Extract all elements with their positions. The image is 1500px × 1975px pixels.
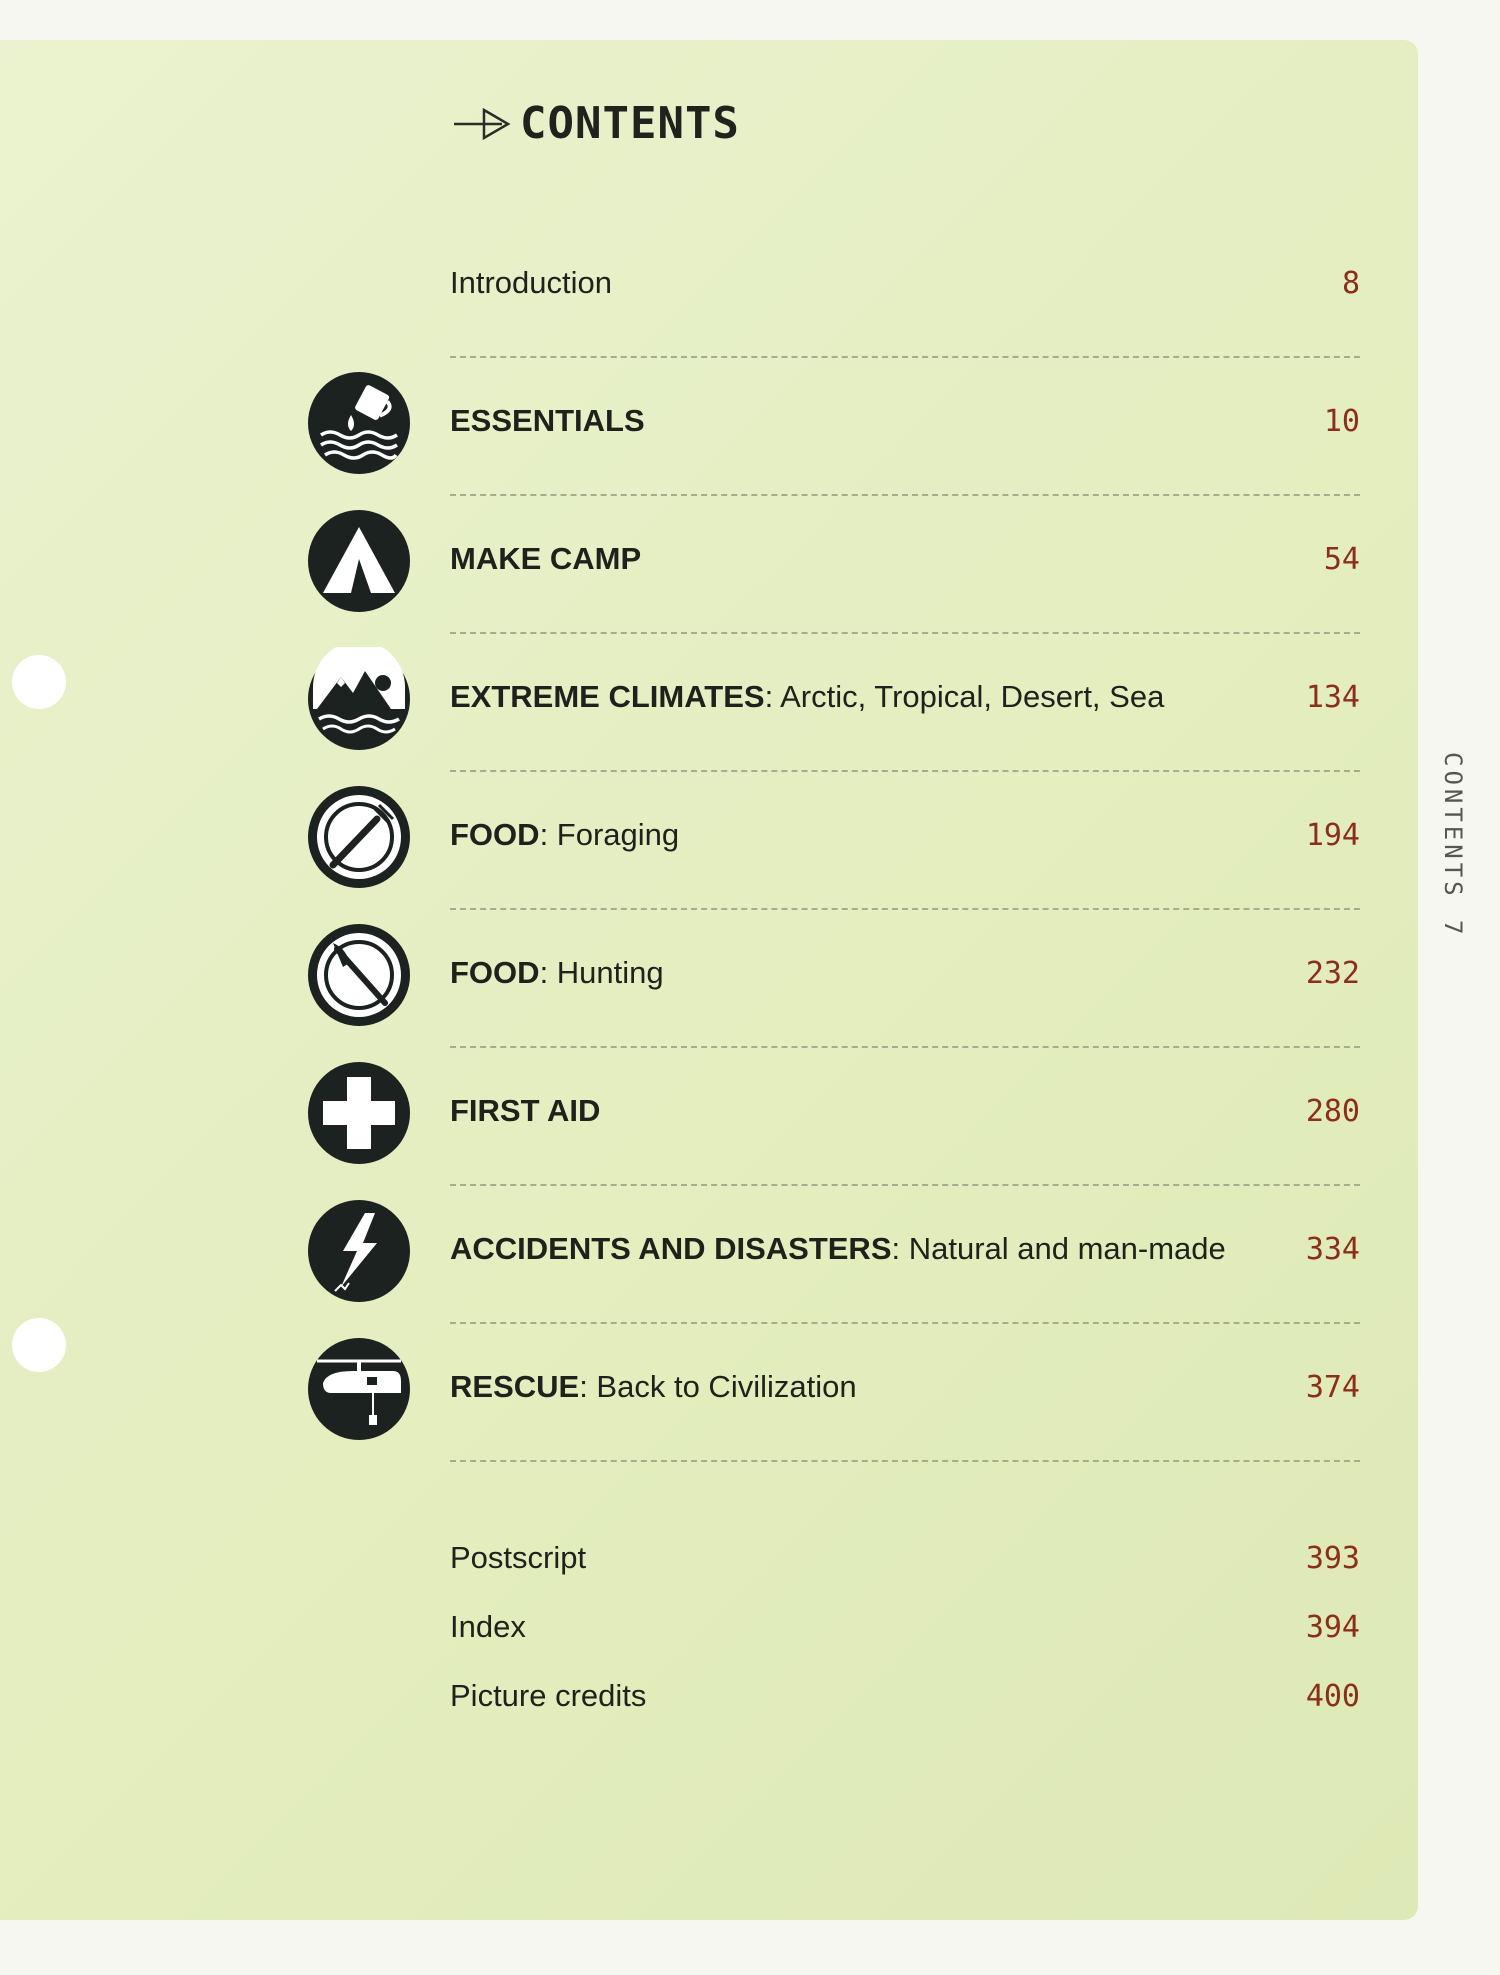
page-number: 232 (1305, 955, 1360, 991)
entry-label (450, 1093, 600, 1129)
section-subtitle: : Back to Civilization (579, 1369, 857, 1404)
section-subtitle: : Arctic, Tropical, Desert, Sea (764, 679, 1165, 714)
helicopter-icon (307, 1337, 411, 1441)
entry-label (450, 541, 641, 577)
plate-fork-icon (307, 785, 411, 889)
folio (1438, 920, 1468, 960)
lightning-icon (307, 1199, 411, 1303)
page-number: 400 (1305, 1678, 1360, 1714)
section-title: ACCIDENTS AND DISASTERS (450, 1231, 892, 1266)
entry-label (450, 1369, 857, 1405)
plate-knife-icon (307, 923, 411, 1027)
toc-entry-index[interactable] (450, 1597, 1360, 1657)
toc-entry-section[interactable] (450, 352, 1360, 490)
section-title: MAKE CAMP (450, 541, 642, 576)
toc-entry-section[interactable] (450, 1318, 1360, 1456)
toc-entry-postscript[interactable] (450, 1528, 1360, 1588)
toc-entry-section[interactable] (450, 628, 1360, 766)
punch-hole (12, 1318, 66, 1372)
section-subtitle: : Hunting (539, 955, 664, 990)
toc-entry-introduction[interactable] (450, 214, 1360, 352)
mountain-sea-icon (307, 647, 411, 751)
toc-entry-section[interactable] (450, 1042, 1360, 1180)
running-header-label: CONTENTS (1439, 752, 1467, 900)
page-number: 10 (1323, 403, 1360, 439)
toc-entry-section[interactable] (450, 904, 1360, 1042)
page-number: 134 (1305, 679, 1360, 715)
entry-label (450, 817, 679, 853)
toc-entry-picture-credits[interactable] (450, 1666, 1360, 1726)
entry-label (450, 955, 664, 991)
toc-entry-section[interactable] (450, 1180, 1360, 1318)
water-pour-icon (307, 371, 411, 475)
page-number: 334 (1305, 1231, 1360, 1267)
page-number: 54 (1323, 541, 1360, 577)
toc-entry-section[interactable] (450, 766, 1360, 904)
page-number: 394 (1305, 1609, 1360, 1645)
section-title: FIRST AID (450, 1093, 601, 1128)
section-title: EXTREME CLIMATES (450, 679, 765, 714)
contents-heading (454, 98, 740, 149)
divider (450, 1460, 1360, 1462)
tent-icon (307, 509, 411, 613)
page-title: CONTENTS (520, 98, 740, 149)
entry-label: Introduction (450, 265, 612, 300)
section-title: FOOD (450, 817, 540, 852)
page-number: 393 (1305, 1540, 1360, 1576)
page-number: 374 (1305, 1369, 1360, 1405)
first-aid-cross-icon (307, 1061, 411, 1165)
arrow-icon (454, 104, 514, 144)
folio-number: 7 (1439, 920, 1467, 939)
entry-label: Index (450, 1609, 526, 1644)
page-number: 194 (1305, 817, 1360, 853)
entry-label (450, 403, 645, 439)
entry-label: Picture credits (450, 1678, 647, 1713)
section-title: FOOD (450, 955, 540, 990)
page-number: 8 (1341, 265, 1360, 301)
page-number: 280 (1305, 1093, 1360, 1129)
toc-entry-section[interactable] (450, 490, 1360, 628)
section-subtitle: : Natural and man-made (891, 1231, 1226, 1266)
entry-label: Postscript (450, 1540, 587, 1575)
section-subtitle: : Foraging (539, 817, 680, 852)
section-title: ESSENTIALS (450, 403, 645, 438)
entry-label (450, 1231, 1226, 1267)
punch-hole (12, 655, 66, 709)
entry-label (450, 679, 1164, 715)
section-title: RESCUE (450, 1369, 580, 1404)
